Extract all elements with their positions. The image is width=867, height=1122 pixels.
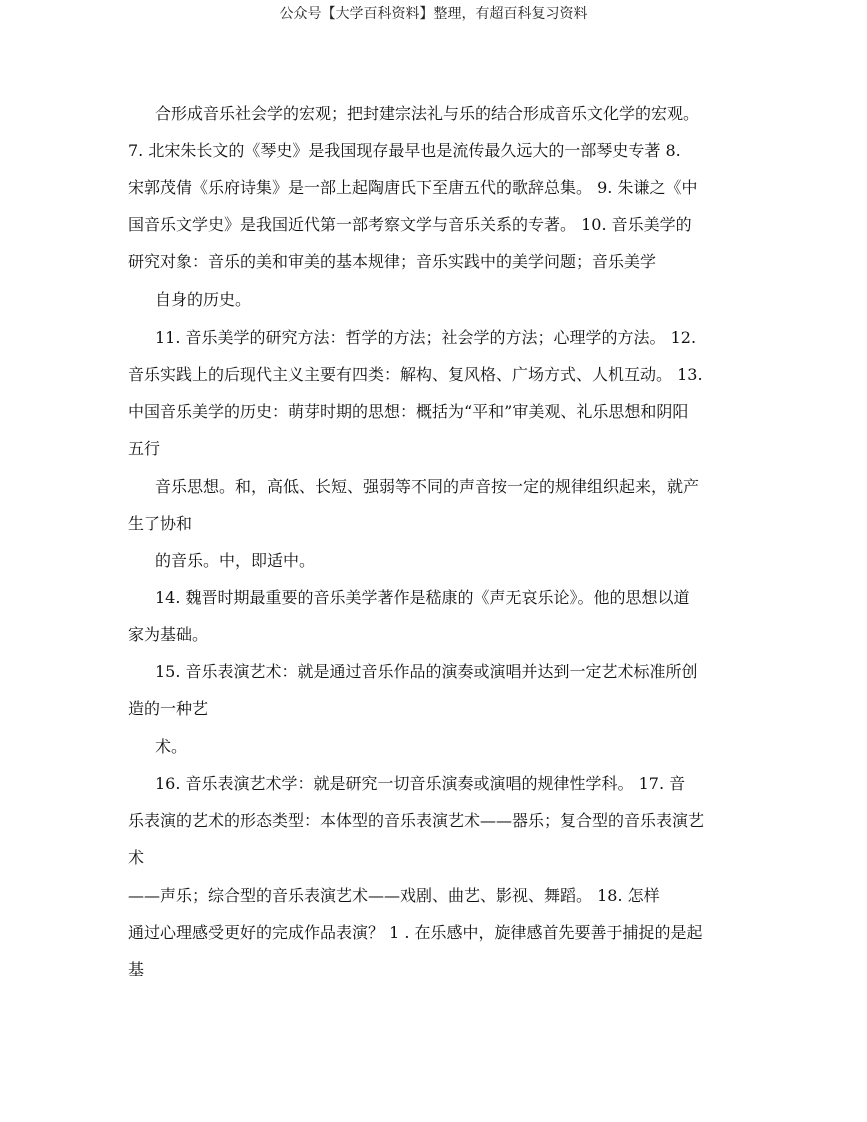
text-line: 中国音乐美学的历史：萌芽时期的思想：概括为“平和”审美观、礼乐思想和阴阳	[128, 402, 689, 421]
text-line: 自身的历史。	[155, 290, 252, 309]
text-line: 乐表演的艺术的形态类型：本体型的音乐表演艺术——器乐；复合型的音乐表演艺	[128, 811, 705, 830]
text-line: 的音乐。中，即适中。	[155, 551, 316, 570]
text-line: 15. 音乐表演艺术：就是通过音乐作品的演奏或演唱并达到一定艺术标准所创	[155, 662, 698, 681]
page-header: 公众号【大学百科资料】整理，有超百科复习资料	[279, 6, 588, 22]
text-line: 造的一种艺	[128, 699, 209, 718]
text-line: 11. 音乐美学的研究方法：哲学的方法；社会学的方法；心理学的方法。 12.	[155, 328, 697, 347]
text-line: 五行	[128, 439, 161, 458]
text-line: 基	[128, 960, 145, 979]
text-line: 16. 音乐表演艺术学：就是研究一切音乐演奏或演唱的规律性学科。 17. 音	[155, 774, 686, 793]
text-line: 国音乐文学史》是我国近代第一部考察文学与音乐关系的专著。 10. 音乐美学的	[128, 215, 692, 234]
text-line: 合形成音乐社会学的宏观；把封建宗法礼与乐的结合形成音乐文化学的宏观。	[155, 104, 700, 123]
text-line: 研究对象：音乐的美和审美的基本规律；音乐实践中的美学问题；音乐美学	[128, 252, 657, 271]
text-line: 音乐思想。和，高低、长短、强弱等不同的声音按一定的规律组织起来，就产	[155, 477, 700, 496]
text-line: 7. 北宋朱长文的《琴史》是我国现存最早也是流传最久远大的一部琴史专著 8.	[128, 141, 681, 160]
text-line: 宋郭茂倩《乐府诗集》是一部上起陶唐氏下至唐五代的歌辞总集。 9. 朱谦之《中	[128, 178, 698, 197]
text-line: 术。	[155, 737, 188, 756]
text-line: 音乐实践上的后现代主义主要有四类：解构、复风格、广场方式、人机互动。 13.	[128, 365, 703, 384]
text-line: 家为基础。	[128, 625, 209, 644]
text-line: 14. 魏晋时期最重要的音乐美学著作是嵇康的《声无哀乐论》。他的思想以道	[155, 588, 690, 607]
text-line: 通过心理感受更好的完成作品表演？ 1 . 在乐感中，旋律感首先要善于捕捉的是起	[128, 923, 703, 942]
text-line: ——声乐；综合型的音乐表演艺术——戏剧、曲艺、影视、舞蹈。 18. 怎样	[128, 886, 660, 905]
text-line: 生了协和	[128, 514, 193, 533]
text-line: 术	[128, 848, 145, 867]
